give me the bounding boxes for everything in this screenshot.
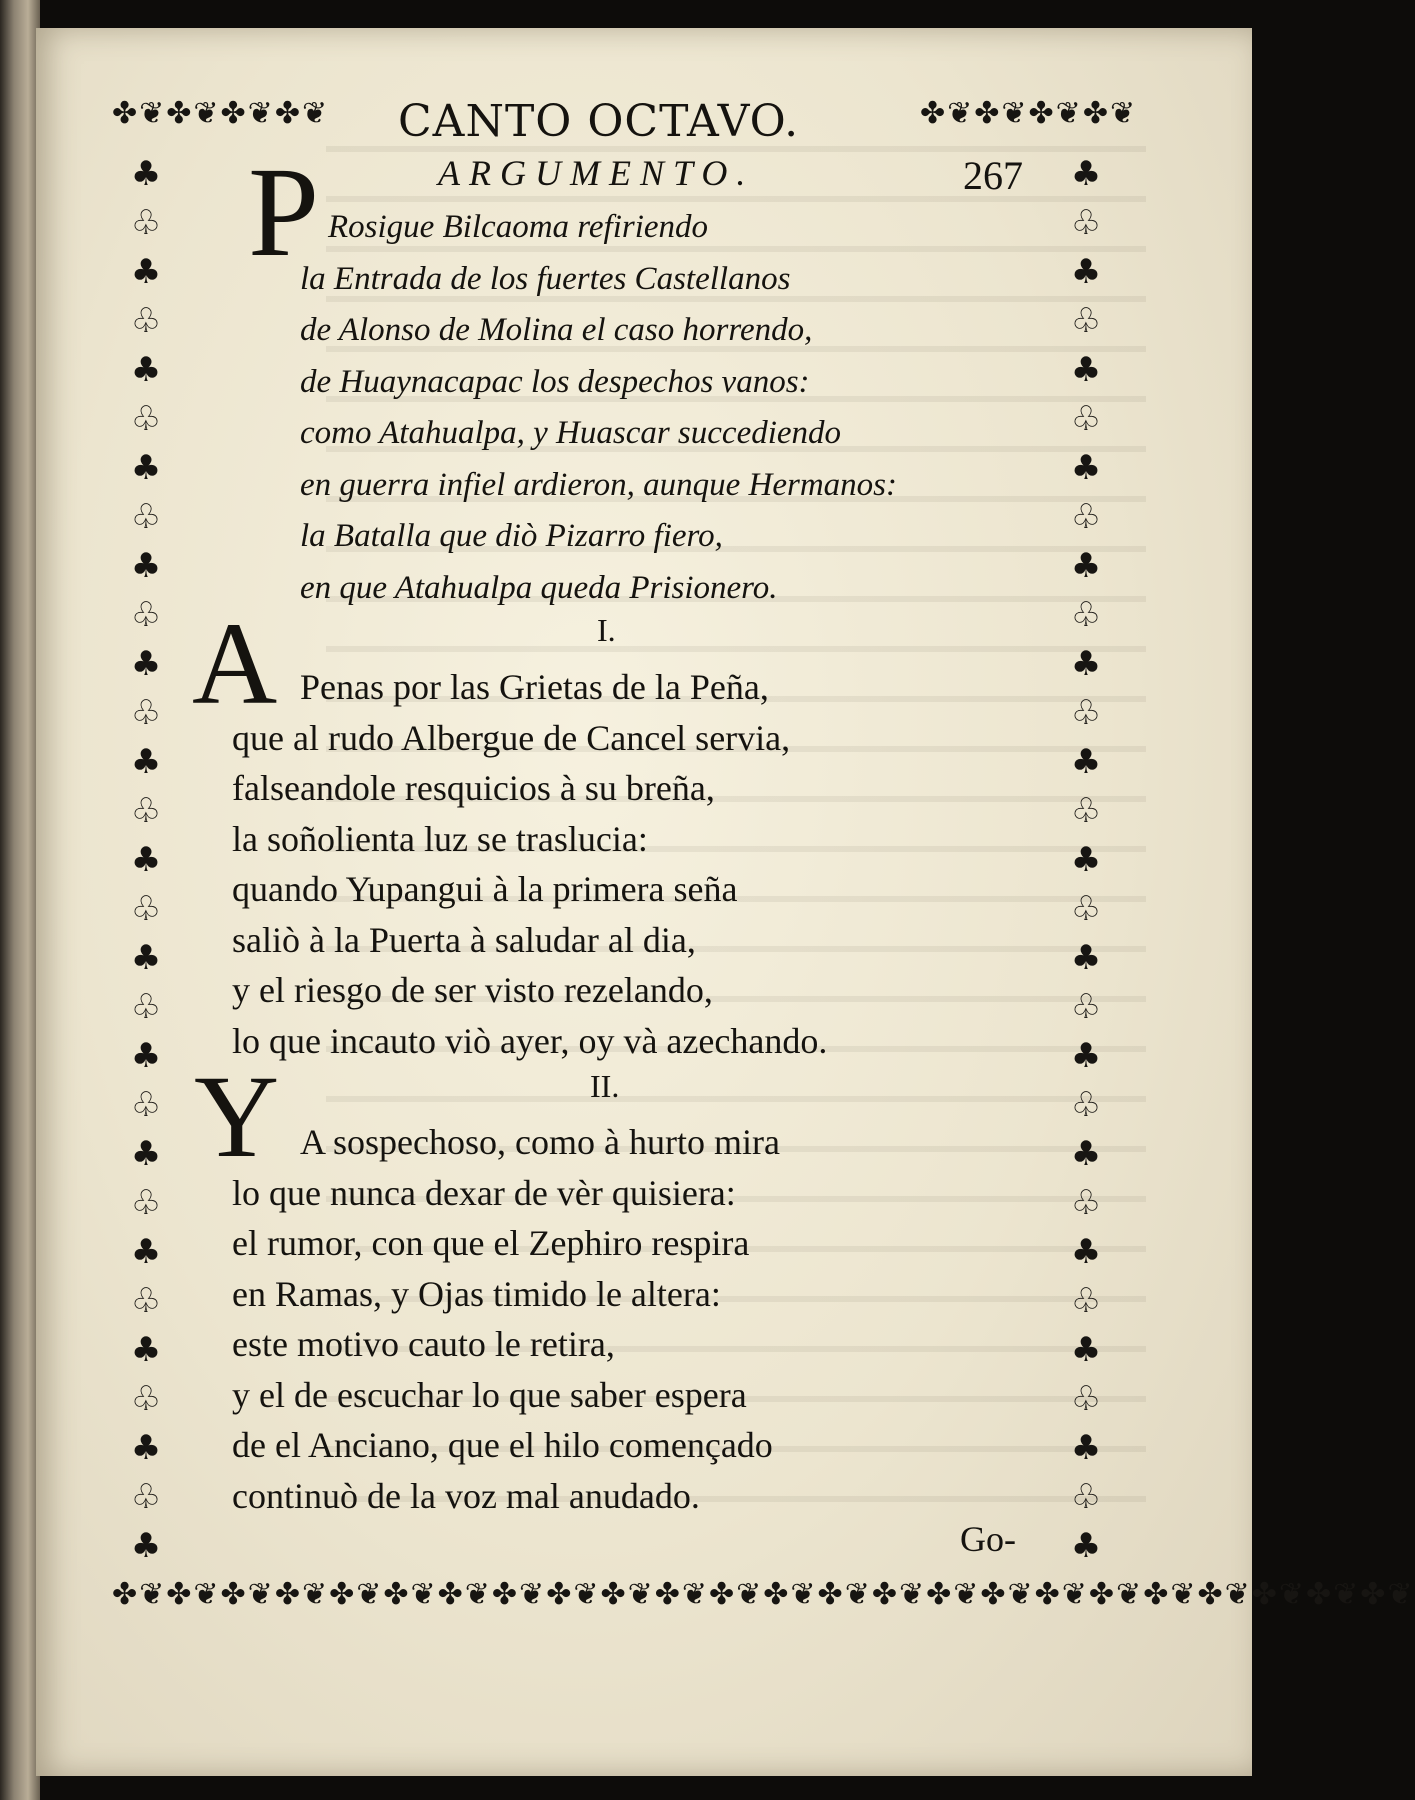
page-number: 267 [963, 153, 1023, 198]
stanza-dropcap: A [192, 598, 278, 729]
verse-line: de Huaynacapac los despechos vanos: [300, 363, 810, 400]
verse-line: de Alonso de Molina el caso horrendo, [300, 312, 813, 348]
verse-line: de el Anciano, que el hilo començado [232, 1425, 773, 1465]
facing-page-edge [0, 0, 40, 1800]
argumento-verse [300, 202, 897, 614]
verse-line: y el de escuchar lo que saber espera [232, 1374, 747, 1415]
verse-line: en Ramas, y Ojas timido le altera: [232, 1273, 721, 1314]
argumento-heading: ARGUMENTO. [438, 153, 755, 193]
verse-line: saliò à la Puerta à saludar al dia, [232, 919, 696, 960]
verse-line: la soñolienta luz se traslucia: [232, 818, 648, 859]
verse-line: este motivo cauto le retira, [232, 1324, 615, 1364]
verse-line: y el riesgo de ser visto rezelando, [232, 970, 713, 1010]
verse-line: quando Yupangui à la primera seña [232, 869, 738, 909]
running-head: CANTO OCTAVO. [398, 96, 800, 147]
verse-line: falseandole resquicios à su breña, [232, 768, 715, 808]
argumento-dropcap: P [248, 141, 320, 283]
stanza-number: I. [597, 612, 616, 648]
verse-line: que al rudo Albergue de Cancel servia, [232, 717, 791, 758]
verse-line: la Batalla que diò Pizarro fiero, [300, 518, 723, 554]
verse-line: Rosigue Bilcaoma refiriendo [328, 209, 709, 245]
verse-line: Penas por las Grietas de la Peña, [300, 667, 769, 707]
stanza-number: II. [590, 1068, 620, 1104]
ornament-border-left: ♣ ♧ ♣ ♧ ♣ ♧ ♣ ♧ ♣ ♧ ♣ ♧ ♣ ♧ ♣ ♧ ♣ ♧ ♣ ♧ ♣ ♧ ♣ ♧ ♣ ♧ ♣ ♧ ♣ [130, 154, 162, 1566]
verse-line: lo que nunca dexar de vèr quisiera: [232, 1172, 736, 1213]
verse-line: la Entrada de los fuertes Castellanos [300, 260, 791, 297]
ornament-border-top-right: ✤❦✤❦✤❦✤❦ [920, 96, 1138, 131]
verse-line: el rumor, con que el Zephiro respira [232, 1223, 750, 1263]
catchword: Go- [960, 1519, 1016, 1559]
verse-line: A sospechoso, como à hurto mira [300, 1122, 780, 1162]
stanza-2 [232, 1117, 780, 1521]
verse-line: en que Atahualpa queda Prisionero. [300, 569, 778, 606]
stanza-dropcap: Y [194, 1051, 280, 1182]
ornament-border-top-left: ✤❦✤❦✤❦✤❦ [112, 96, 330, 131]
verse-line: lo que incauto viò ayer, oy và azechando. [232, 1020, 828, 1061]
ornament-border-bottom: ✤❦✤❦✤❦✤❦✤❦✤❦✤❦✤❦✤❦✤❦✤❦✤❦✤❦✤❦✤❦✤❦✤❦✤❦✤❦✤❦✤❦✤❦✤❦✤❦ [112, 1577, 1415, 1612]
verse-line: como Atahualpa, y Huascar succediendo [300, 415, 842, 451]
verse-line: en guerra infiel ardieron, aunque Hermanos: [300, 466, 897, 503]
stanza-1 [232, 662, 827, 1066]
verse-line: continuò de la voz mal anudado. [232, 1475, 700, 1516]
ornament-border-right: ♣ ♧ ♣ ♧ ♣ ♧ ♣ ♧ ♣ ♧ ♣ ♧ ♣ ♧ ♣ ♧ ♣ ♧ ♣ ♧ ♣ ♧ ♣ ♧ ♣ ♧ ♣ ♧ ♣ [1070, 154, 1102, 1566]
